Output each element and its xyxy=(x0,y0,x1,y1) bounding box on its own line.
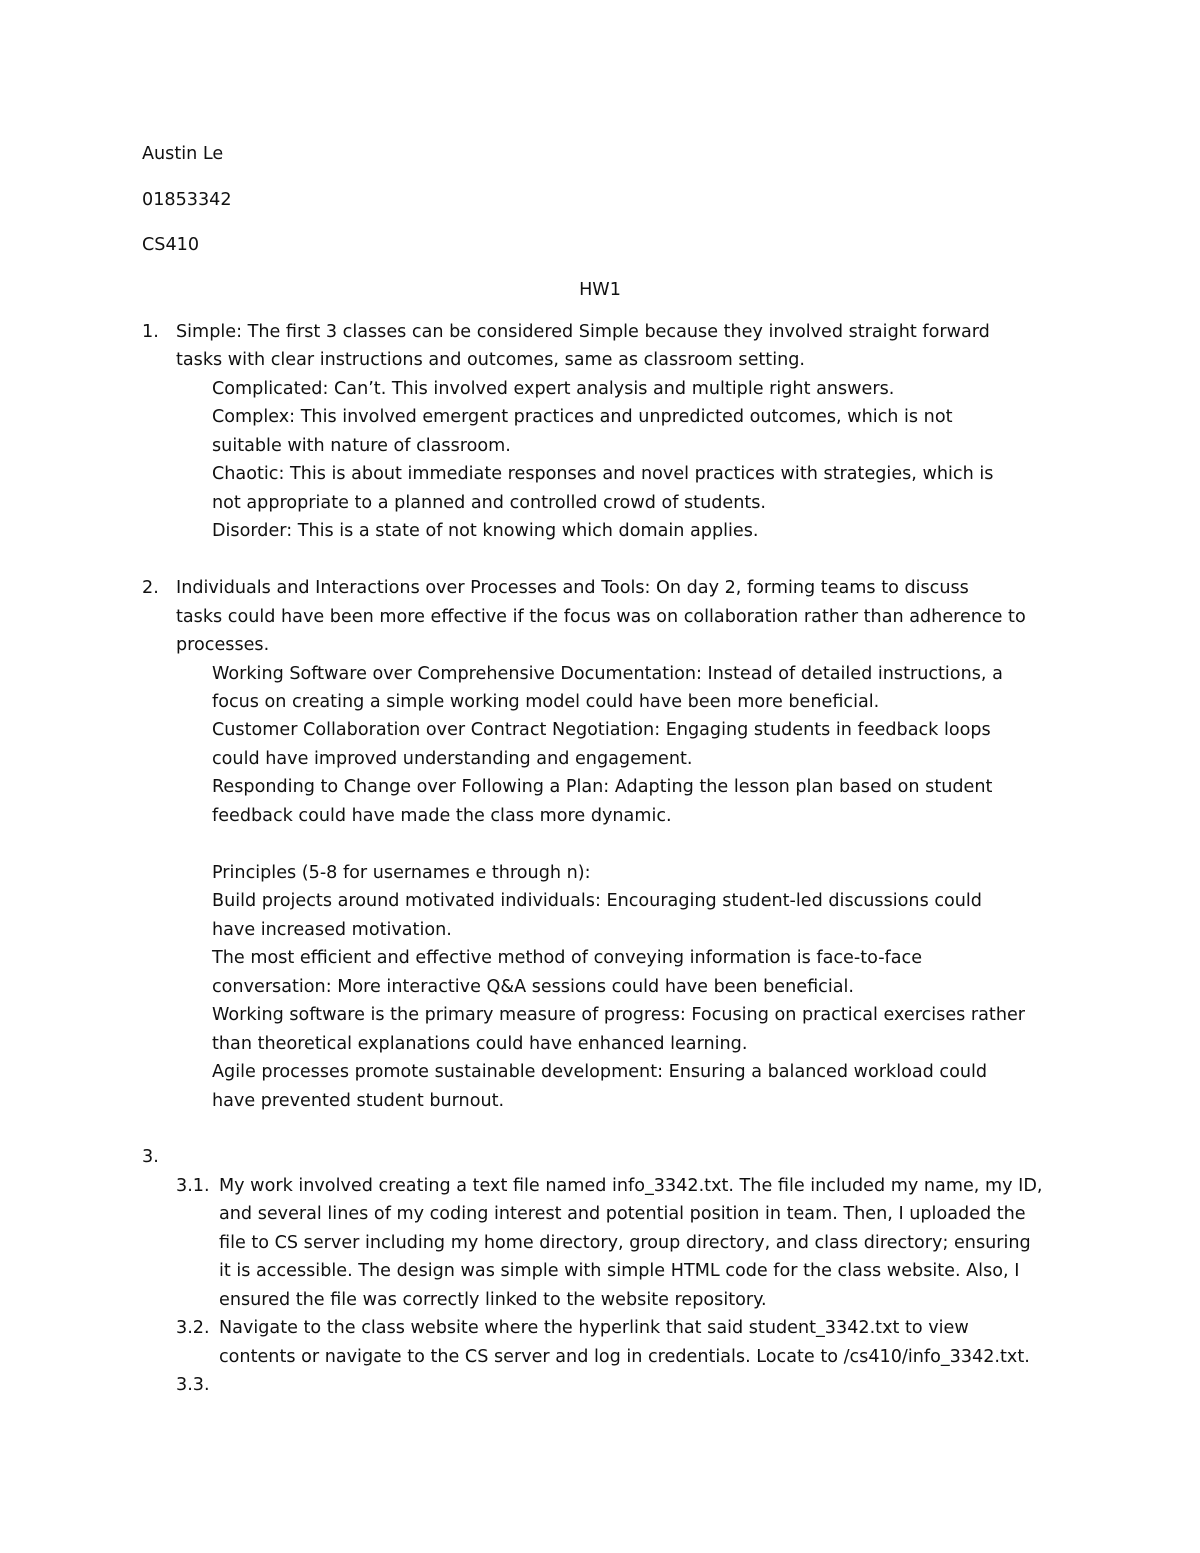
q1-number: 1. xyxy=(142,322,159,342)
principle-line: have increased motivation. xyxy=(212,920,452,940)
q1-line: Complex: This involved emergent practices and unpredicted outcomes, which is not xyxy=(212,407,953,427)
q3-number: 3. xyxy=(142,1147,159,1167)
principles-heading: Principles (5-8 for usernames e through n): xyxy=(212,863,591,883)
q1-line: Complicated: Can’t. This involved expert analysis and multiple right answers. xyxy=(212,379,895,399)
q1-line: Chaotic: This is about immediate responses and novel practices with strategies, which is xyxy=(212,464,994,484)
principle-line: have prevented student burnout. xyxy=(212,1091,505,1111)
q2-line: feedback could have made the class more dynamic. xyxy=(212,806,672,826)
document-title: HW1 xyxy=(579,280,621,300)
principle-line: than theoretical explanations could have enhanced learning. xyxy=(212,1034,748,1054)
q1-line: not appropriate to a planned and controlled crowd of students. xyxy=(212,493,767,513)
q1-line: tasks with clear instructions and outcomes, same as classroom setting. xyxy=(176,350,805,370)
q3-1-line: it is accessible. The design was simple with simple HTML code for the class website. Also, I xyxy=(219,1261,1020,1281)
q3-2-line: contents or navigate to the CS server and log in credentials. Locate to /cs410/info_3342.txt. xyxy=(219,1347,1030,1367)
q3-2-number: 3.2. xyxy=(176,1318,210,1338)
principle-line: conversation: More interactive Q&A sessions could have been beneficial. xyxy=(212,977,855,997)
q3-1-line: ensured the file was correctly linked to the website repository. xyxy=(219,1290,767,1310)
q3-3-number: 3.3. xyxy=(176,1375,210,1395)
q3-1-line: and several lines of my coding interest and potential position in team. Then, I uploaded the xyxy=(219,1204,1026,1224)
q2-line: focus on creating a simple working model could have been more beneficial. xyxy=(212,692,880,712)
principle-line: Build projects around motivated individuals: Encouraging student-led discussions could xyxy=(212,891,982,911)
q2-line: Working Software over Comprehensive Documentation: Instead of detailed instructions, a xyxy=(212,664,1003,684)
q1-line: suitable with nature of classroom. xyxy=(212,436,511,456)
q1-line: Disorder: This is a state of not knowing which domain applies. xyxy=(212,521,759,541)
q2-line: tasks could have been more effective if the focus was on collaboration rather than adherence to xyxy=(176,607,1026,627)
student-id: 01853342 xyxy=(142,190,232,210)
principle-line: Agile processes promote sustainable development: Ensuring a balanced workload could xyxy=(212,1062,988,1082)
q2-line: processes. xyxy=(176,635,270,655)
author-name: Austin Le xyxy=(142,144,224,164)
course-code: CS410 xyxy=(142,235,200,255)
q2-line: Responding to Change over Following a Plan: Adapting the lesson plan based on student xyxy=(212,777,993,797)
q3-1-line: file to CS server including my home directory, group directory, and class directory; ensuring xyxy=(219,1233,1031,1253)
q3-1-number: 3.1. xyxy=(176,1176,210,1196)
q3-2-line: Navigate to the class website where the hyperlink that said student_3342.txt to view xyxy=(219,1318,969,1338)
q1-line: Simple: The first 3 classes can be considered Simple because they involved straight forward xyxy=(176,322,990,342)
principle-line: Working software is the primary measure of progress: Focusing on practical exercises rather xyxy=(212,1005,1026,1025)
q2-line: could have improved understanding and engagement. xyxy=(212,749,693,769)
q2-line: Individuals and Interactions over Processes and Tools: On day 2, forming teams to discuss xyxy=(176,578,969,598)
q3-1-line: My work involved creating a text file named info_3342.txt. The file included my name, my ID, xyxy=(219,1176,1043,1196)
principle-line: The most efficient and effective method of conveying information is face-to-face xyxy=(212,948,923,968)
q2-number: 2. xyxy=(142,578,159,598)
q2-line: Customer Collaboration over Contract Negotiation: Engaging students in feedback loops xyxy=(212,720,991,740)
